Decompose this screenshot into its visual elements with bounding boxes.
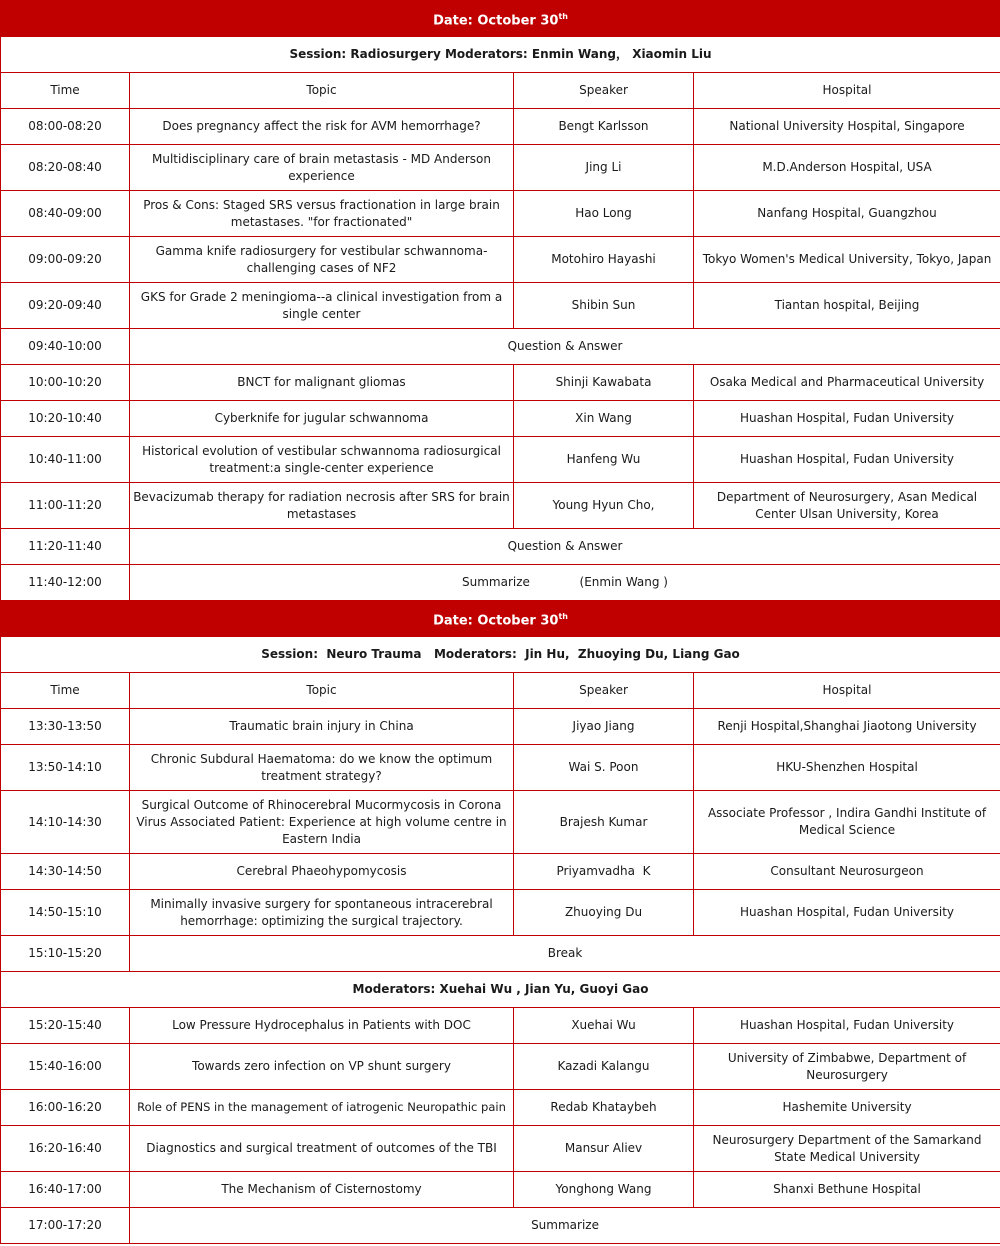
topic-cell: Low Pressure Hydrocephalus in Patients with DOC xyxy=(130,1008,514,1044)
speaker-cell: Young Hyun Cho, xyxy=(514,483,694,529)
time-cell: 09:00-09:20 xyxy=(1,237,130,283)
table-row xyxy=(1,936,1000,972)
span-cell: Question & Answer xyxy=(130,529,1000,565)
speaker-cell: Priyamvadha K xyxy=(514,854,694,890)
hospital-cell: Osaka Medical and Pharmaceutical University xyxy=(694,365,1000,401)
topic-cell: Chronic Subdural Haematoma: do we know the optimum treatment strategy? xyxy=(130,745,514,791)
speaker-cell: Jing Li xyxy=(514,145,694,191)
topic-cell: Minimally invasive surgery for spontaneous intracerebral hemorrhage: optimizing the surgical trajectory. xyxy=(130,890,514,936)
session-title: Session: Neuro Trauma Moderators: Jin Hu, Zhuoying Du, Liang Gao xyxy=(1,637,1000,673)
time-cell: 16:00-16:20 xyxy=(1,1090,130,1126)
table-row xyxy=(1,1008,1000,1044)
date-header-row xyxy=(1,1,1000,37)
hospital-cell: Nanfang Hospital, Guangzhou xyxy=(694,191,1000,237)
topic-cell: BNCT for malignant gliomas xyxy=(130,365,514,401)
table-row xyxy=(1,745,1000,791)
header-speaker: Speaker xyxy=(514,673,694,709)
speaker-cell: Bengt Karlsson xyxy=(514,109,694,145)
speaker-cell: Xuehai Wu xyxy=(514,1008,694,1044)
hospital-cell: HKU-Shenzhen Hospital xyxy=(694,745,1000,791)
speaker-cell: Wai S. Poon xyxy=(514,745,694,791)
span-cell: Summarize xyxy=(130,1208,1000,1244)
topic-cell: Diagnostics and surgical treatment of outcomes of the TBI xyxy=(130,1126,514,1172)
table-row xyxy=(1,1126,1000,1172)
hospital-cell: Shanxi Bethune Hospital xyxy=(694,1172,1000,1208)
table-row xyxy=(1,145,1000,191)
table-row xyxy=(1,565,1000,601)
time-cell: 14:50-15:10 xyxy=(1,890,130,936)
hospital-cell: Huashan Hospital, Fudan University xyxy=(694,401,1000,437)
date-title: Date: October 30th xyxy=(1,1,1000,37)
table-row xyxy=(1,191,1000,237)
topic-cell: Cyberknife for jugular schwannoma xyxy=(130,401,514,437)
table-row xyxy=(1,437,1000,483)
topic-cell: The Mechanism of Cisternostomy xyxy=(130,1172,514,1208)
time-cell: 17:00-17:20 xyxy=(1,1208,130,1244)
topic-cell: Surgical Outcome of Rhinocerebral Mucormycosis in Corona Virus Associated Patient: Experience at high volume centre in Eastern India xyxy=(130,791,514,854)
table-row xyxy=(1,890,1000,936)
span-cell: Break xyxy=(130,936,1000,972)
speaker-cell: Mansur Aliev xyxy=(514,1126,694,1172)
time-cell: 11:00-11:20 xyxy=(1,483,130,529)
table-row xyxy=(1,1044,1000,1090)
time-cell: 11:20-11:40 xyxy=(1,529,130,565)
hospital-cell: Associate Professor , Indira Gandhi Institute of Medical Science xyxy=(694,791,1000,854)
topic-cell: Pros & Cons: Staged SRS versus fractionation in large brain metastases. "for fractionated" xyxy=(130,191,514,237)
table-row xyxy=(1,854,1000,890)
hospital-cell: Huashan Hospital, Fudan University xyxy=(694,1008,1000,1044)
topic-cell: Cerebral Phaeohypomycosis xyxy=(130,854,514,890)
session-row xyxy=(1,37,1000,73)
hospital-cell: Renji Hospital,Shanghai Jiaotong University xyxy=(694,709,1000,745)
topic-cell: GKS for Grade 2 meningioma--a clinical investigation from a single center xyxy=(130,283,514,329)
time-cell: 15:10-15:20 xyxy=(1,936,130,972)
hospital-cell: Neurosurgery Department of the Samarkand State Medical University xyxy=(694,1126,1000,1172)
speaker-cell: Yonghong Wang xyxy=(514,1172,694,1208)
table-row xyxy=(1,791,1000,854)
hospital-cell: Tiantan hospital, Beijing xyxy=(694,283,1000,329)
hospital-cell: Hashemite University xyxy=(694,1090,1000,1126)
topic-cell: Towards zero infection on VP shunt surgery xyxy=(130,1044,514,1090)
speaker-cell: Hao Long xyxy=(514,191,694,237)
date-title: Date: October 30th xyxy=(1,601,1000,637)
hospital-cell: National University Hospital, Singapore xyxy=(694,109,1000,145)
speaker-cell: Brajesh Kumar xyxy=(514,791,694,854)
hospital-cell: Department of Neurosurgery, Asan Medical Center Ulsan University, Korea xyxy=(694,483,1000,529)
time-cell: 16:40-17:00 xyxy=(1,1172,130,1208)
moderators-title: Moderators: Xuehai Wu , Jian Yu, Guoyi Gao xyxy=(1,972,1000,1008)
speaker-cell: Kazadi Kalangu xyxy=(514,1044,694,1090)
speaker-cell: Redab Khataybeh xyxy=(514,1090,694,1126)
table-row xyxy=(1,237,1000,283)
speaker-cell: Hanfeng Wu xyxy=(514,437,694,483)
table-row xyxy=(1,483,1000,529)
time-cell: 08:40-09:00 xyxy=(1,191,130,237)
hospital-cell: Consultant Neurosurgeon xyxy=(694,854,1000,890)
header-topic: Topic xyxy=(130,673,514,709)
topic-cell: Does pregnancy affect the risk for AVM hemorrhage? xyxy=(130,109,514,145)
hospital-cell: Huashan Hospital, Fudan University xyxy=(694,890,1000,936)
time-cell: 10:00-10:20 xyxy=(1,365,130,401)
date-header-row xyxy=(1,601,1000,637)
time-cell: 15:40-16:00 xyxy=(1,1044,130,1090)
time-cell: 14:30-14:50 xyxy=(1,854,130,890)
hospital-cell: Huashan Hospital, Fudan University xyxy=(694,437,1000,483)
speaker-cell: Xin Wang xyxy=(514,401,694,437)
span-cell: Question & Answer xyxy=(130,329,1000,365)
time-cell: 15:20-15:40 xyxy=(1,1008,130,1044)
time-cell: 08:00-08:20 xyxy=(1,109,130,145)
header-topic: Topic xyxy=(130,73,514,109)
table-row xyxy=(1,401,1000,437)
topic-cell: Bevacizumab therapy for radiation necrosis after SRS for brain metastases xyxy=(130,483,514,529)
time-cell: 09:20-09:40 xyxy=(1,283,130,329)
speaker-cell: Shibin Sun xyxy=(514,283,694,329)
moderators-row xyxy=(1,972,1000,1008)
time-cell: 09:40-10:00 xyxy=(1,329,130,365)
header-speaker: Speaker xyxy=(514,73,694,109)
table-row xyxy=(1,1172,1000,1208)
hospital-cell: University of Zimbabwe, Department of Neurosurgery xyxy=(694,1044,1000,1090)
header-hospital: Hospital xyxy=(694,673,1000,709)
table-row xyxy=(1,1090,1000,1126)
time-cell: 13:30-13:50 xyxy=(1,709,130,745)
header-time: Time xyxy=(1,73,130,109)
time-cell: 10:40-11:00 xyxy=(1,437,130,483)
speaker-cell: Zhuoying Du xyxy=(514,890,694,936)
time-cell: 10:20-10:40 xyxy=(1,401,130,437)
hospital-cell: M.D.Anderson Hospital, USA xyxy=(694,145,1000,191)
time-cell: 14:10-14:30 xyxy=(1,791,130,854)
table-row xyxy=(1,709,1000,745)
speaker-cell: Shinji Kawabata xyxy=(514,365,694,401)
speaker-cell: Motohiro Hayashi xyxy=(514,237,694,283)
span-cell: Summarize (Enmin Wang ) xyxy=(130,565,1000,601)
time-cell: 13:50-14:10 xyxy=(1,745,130,791)
time-cell: 16:20-16:40 xyxy=(1,1126,130,1172)
topic-cell: Multidisciplinary care of brain metastasis - MD Anderson experience xyxy=(130,145,514,191)
topic-cell: Historical evolution of vestibular schwannoma radiosurgical treatment:a single-center experience xyxy=(130,437,514,483)
time-cell: 08:20-08:40 xyxy=(1,145,130,191)
header-hospital: Hospital xyxy=(694,73,1000,109)
topic-cell: Role of PENS in the management of iatrogenic Neuropathic pain xyxy=(130,1090,514,1126)
table-row xyxy=(1,365,1000,401)
table-row xyxy=(1,283,1000,329)
time-cell: 11:40-12:00 xyxy=(1,565,130,601)
table-row xyxy=(1,1208,1000,1244)
session-title: Session: Radiosurgery Moderators: Enmin Wang， Xiaomin Liu xyxy=(1,37,1000,73)
table-row xyxy=(1,529,1000,565)
table-row xyxy=(1,109,1000,145)
topic-cell: Traumatic brain injury in China xyxy=(130,709,514,745)
session-row xyxy=(1,637,1000,673)
header-time: Time xyxy=(1,673,130,709)
column-header-row xyxy=(1,73,1000,109)
column-header-row xyxy=(1,673,1000,709)
topic-cell: Gamma knife radiosurgery for vestibular schwannoma-challenging cases of NF2 xyxy=(130,237,514,283)
hospital-cell: Tokyo Women's Medical University, Tokyo, Japan xyxy=(694,237,1000,283)
table-row xyxy=(1,329,1000,365)
speaker-cell: Jiyao Jiang xyxy=(514,709,694,745)
